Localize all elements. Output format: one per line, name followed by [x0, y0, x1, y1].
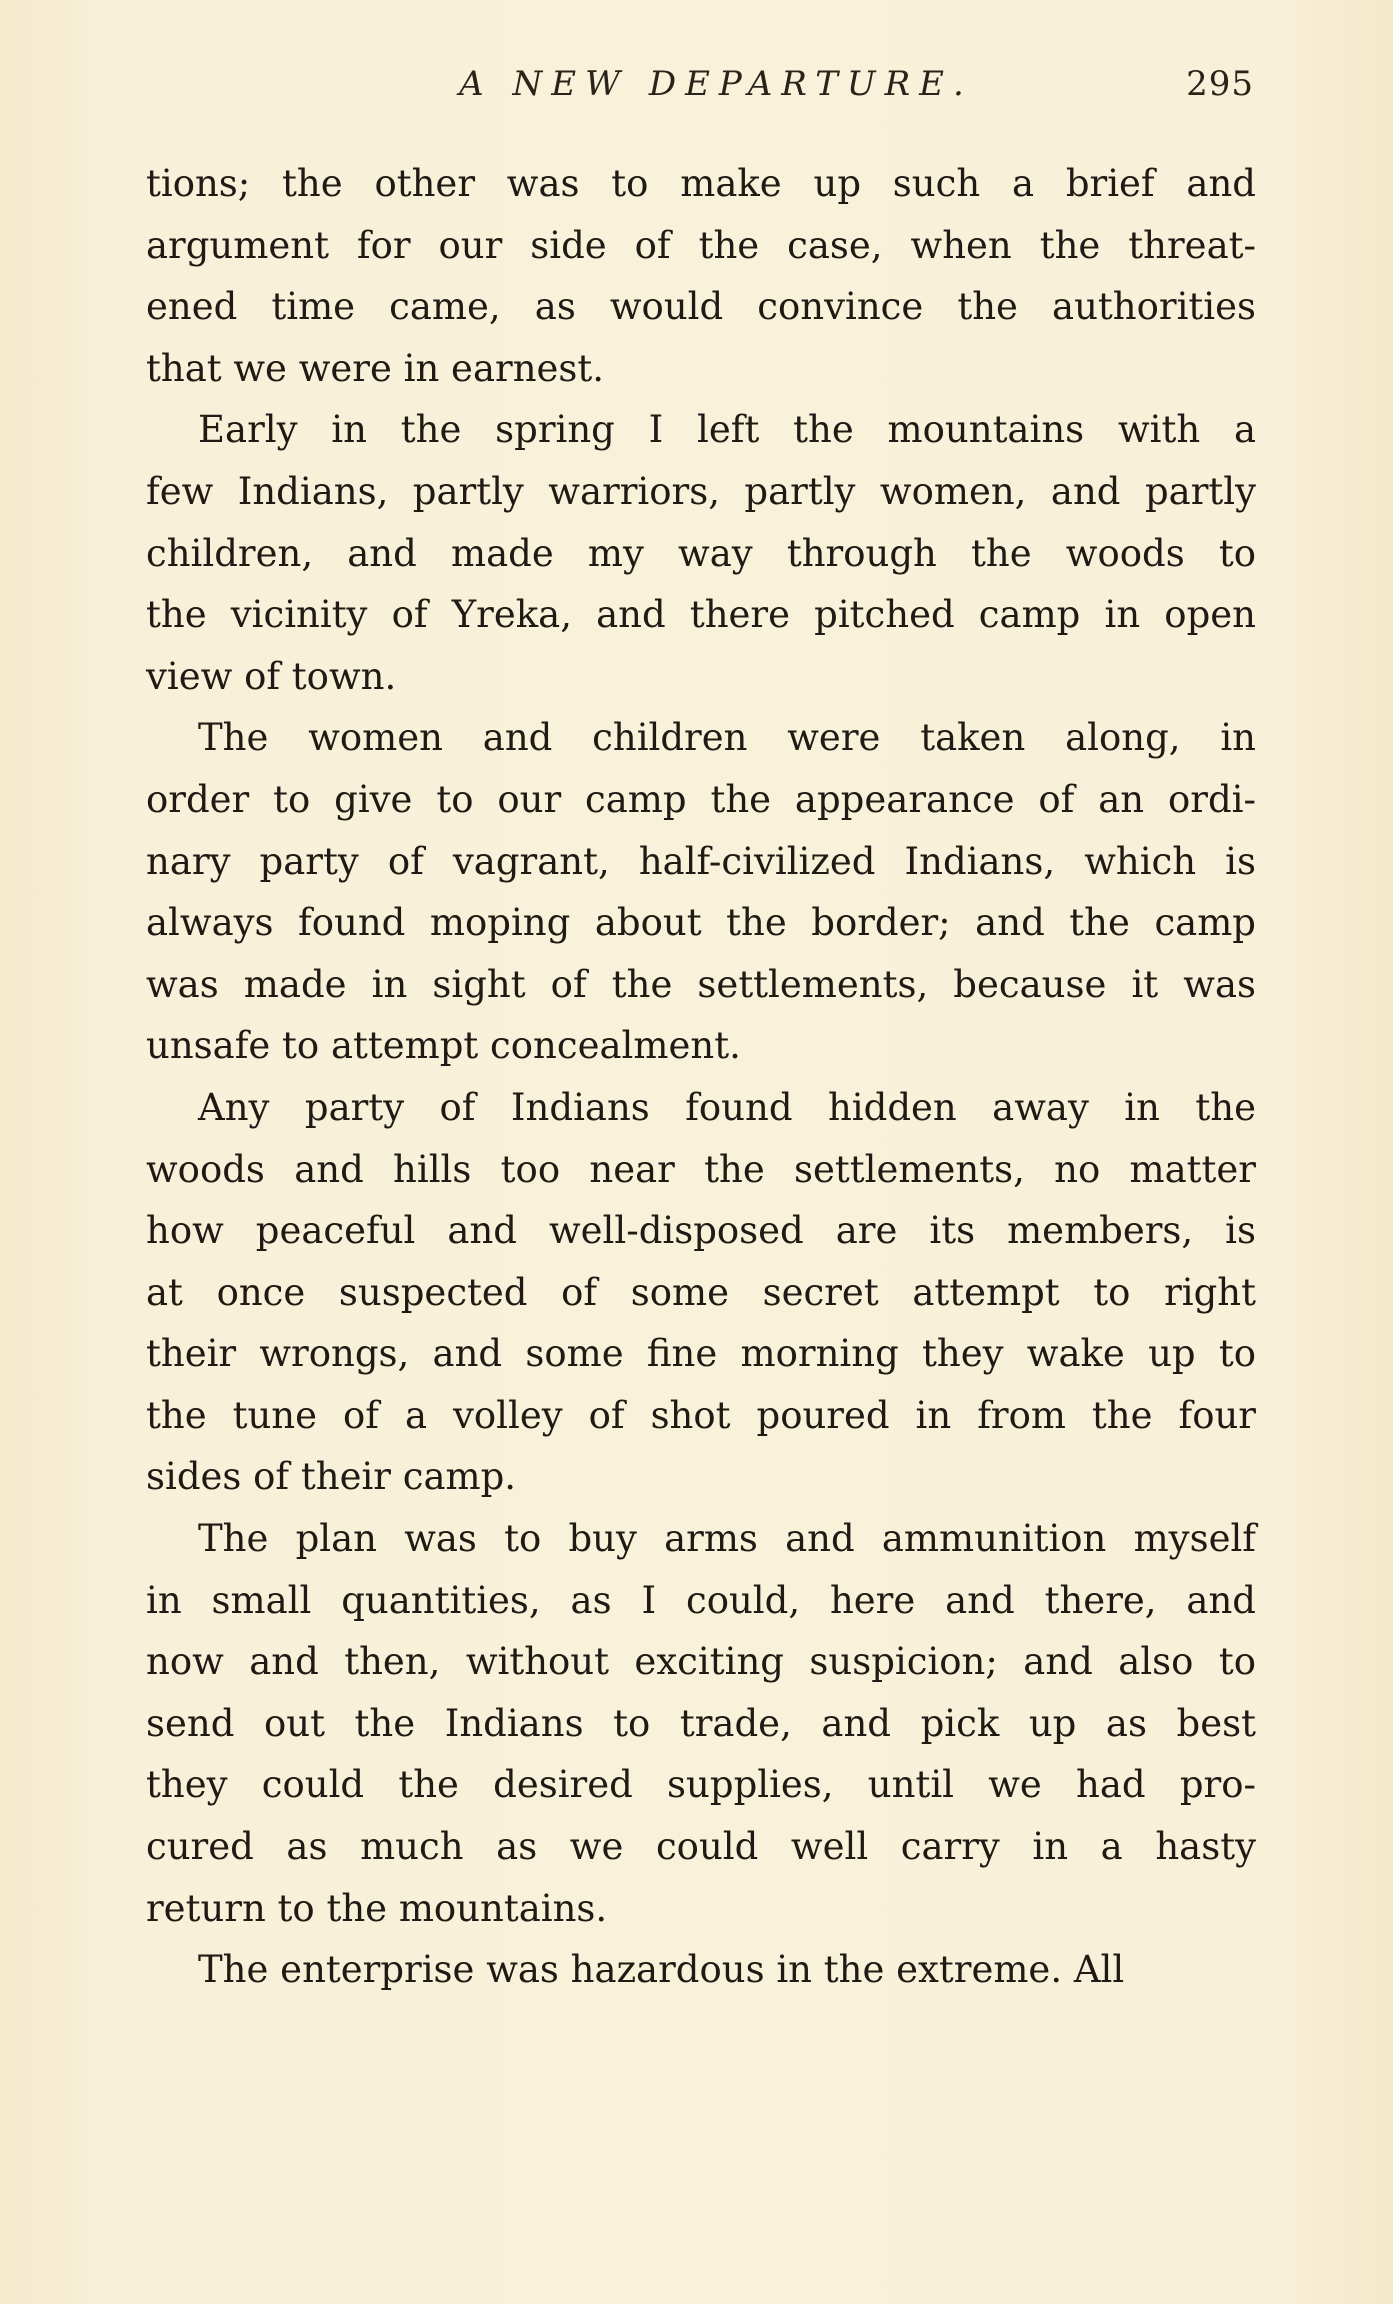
text-line: view of town.: [146, 654, 397, 698]
text-line: children, and made my way through the woods to: [146, 531, 1256, 575]
text-line: cured as much as we could well carry in a hasty: [146, 1825, 1256, 1869]
text-line: the tune of a volley of shot poured in from the four: [146, 1393, 1256, 1437]
text-line: that we were in earnest.: [146, 346, 605, 390]
running-head: [148, 64, 1254, 114]
page-number: 295: [1186, 64, 1254, 104]
text-line: argument for our side of the case, when the threat-: [146, 223, 1256, 267]
text-line: always found moping about the border; and the camp: [146, 901, 1256, 945]
body-text: [146, 153, 1256, 2001]
running-title: A NEW DEPARTURE.: [459, 64, 973, 104]
text-line: The enterprise was hazardous in the extreme. All: [198, 1948, 1125, 1992]
text-line: they could the desired supplies, until we had pro-: [146, 1763, 1256, 1807]
text-line: Any party of Indians found hidden away in the: [198, 1085, 1256, 1129]
text-line: the vicinity of Yreka, and there pitched camp in open: [146, 593, 1256, 637]
text-line: now and then, without exciting suspicion; and also to: [146, 1640, 1256, 1684]
text-line: nary party of vagrant, half-civilized Indians, which is: [146, 839, 1256, 883]
text-line: send out the Indians to trade, and pick up as best: [146, 1701, 1256, 1745]
text-line: The plan was to buy arms and ammunition myself: [198, 1517, 1256, 1561]
text-line: at once suspected of some secret attempt to right: [146, 1270, 1256, 1314]
text-line: tions; the other was to make up such a brief and: [146, 162, 1256, 205]
text-line: order to give to our camp the appearance of an ordi-: [146, 777, 1256, 821]
text-line: sides of their camp.: [146, 1455, 517, 1499]
text-line: ened time came, as would convince the authorities: [146, 285, 1256, 329]
text-line: Early in the spring I left the mountains with a: [198, 408, 1256, 452]
text-line: few Indians, partly warriors, partly women, and partly: [146, 469, 1256, 513]
text-line: was made in sight of the settlements, because it was: [146, 962, 1256, 1006]
text-line: The women and children were taken along, in: [198, 716, 1256, 760]
text-line: unsafe to attempt concealment.: [146, 1024, 741, 1068]
text-line: their wrongs, and some fine morning they wake up to: [146, 1332, 1256, 1376]
text-line: return to the mountains.: [146, 1886, 608, 1930]
text-line: how peaceful and well-disposed are its members, is: [146, 1209, 1256, 1253]
text-line: woods and hills too near the settlements, no matter: [146, 1147, 1256, 1191]
text-line: in small quantities, as I could, here and there, and: [146, 1578, 1256, 1622]
